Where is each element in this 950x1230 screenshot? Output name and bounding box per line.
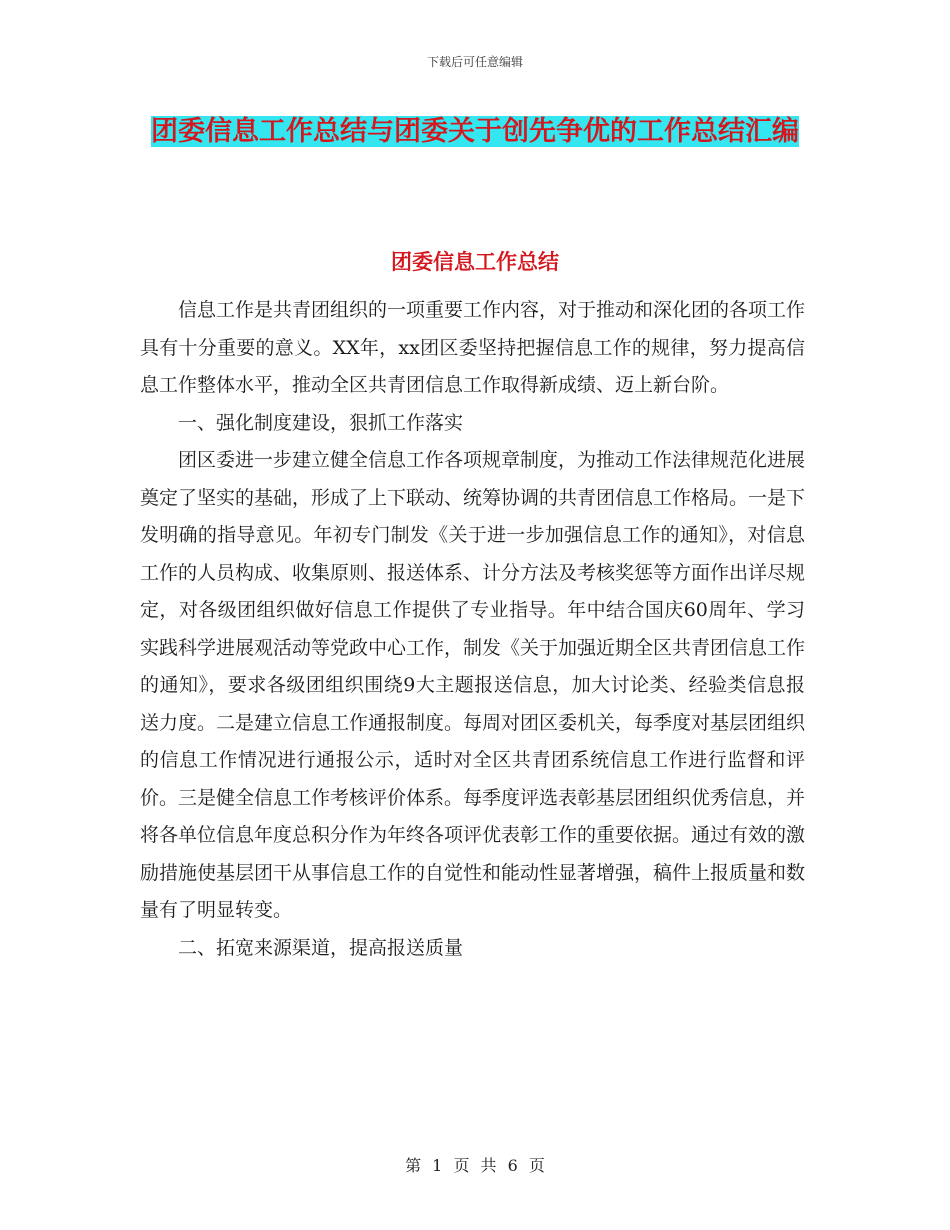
paragraph-section-1: 团区委进一步建立健全信息工作各项规章制度，为推动工作法律规范化进展奠定了坚实的基础，形成了上下联动、统筹协调的共青团信息工作格局。一是下发明确的指导意见。年初专门制发《关于进一步加强信息工作的通知》，对信息工作的人员构成、收集原则、报送体系、计分方法及考核奖惩等方面作出详尽规定，对各级团组织做好信息工作提供了专业指导。年中结合国庆60周年、学习实践科学进展观活动等党政中心工作，制发《关于加强近期全区共青团信息工作的通知》，要求各级团组织围绕9大主题报送信息，加大讨论类、经验类信息报送力度。二是建立信息工作通报制度。每周对团区委机关，每季度对基层团组织的信息工作情况进行通报公示，适时对全区共青团系统信息工作进行监督和评价。三是健全信息工作考核评价体系。每季度评选表彰基层团组织优秀信息，并将各单位信息年度总积分作为年终各项评优表彰工作的重要依据。通过有效的激励措施使基层团干从事信息工作的自觉性和能动性显著增强，稿件上报质量和数量有了明显转变。 [140,449,806,921]
document-body [140,292,805,967]
page-footer: 第 1 页 共 6 页 [405,1156,545,1175]
document-title-text: 团委信息工作总结与团委关于创先争优的工作总结汇编 [151,116,799,147]
header-note: 下载后可任意编辑 [426,55,523,69]
section-title: 团委信息工作总结 [391,249,559,274]
heading-section-2: 二、拓宽来源渠道，提高报送质量 [178,936,464,959]
heading-section-1: 一、强化制度建设，狠抓工作落实 [178,411,464,434]
paragraph-intro: 信息工作是共青团组织的一项重要工作内容，对于推动和深化团的各项工作具有十分重要的意义。XX年，xx团区委坚持把握信息工作的规律，努力提高信息工作整体水平，推动全区共青团信息工作取得新成绩、迈上新台阶。 [140,299,806,396]
document-title [140,110,810,154]
